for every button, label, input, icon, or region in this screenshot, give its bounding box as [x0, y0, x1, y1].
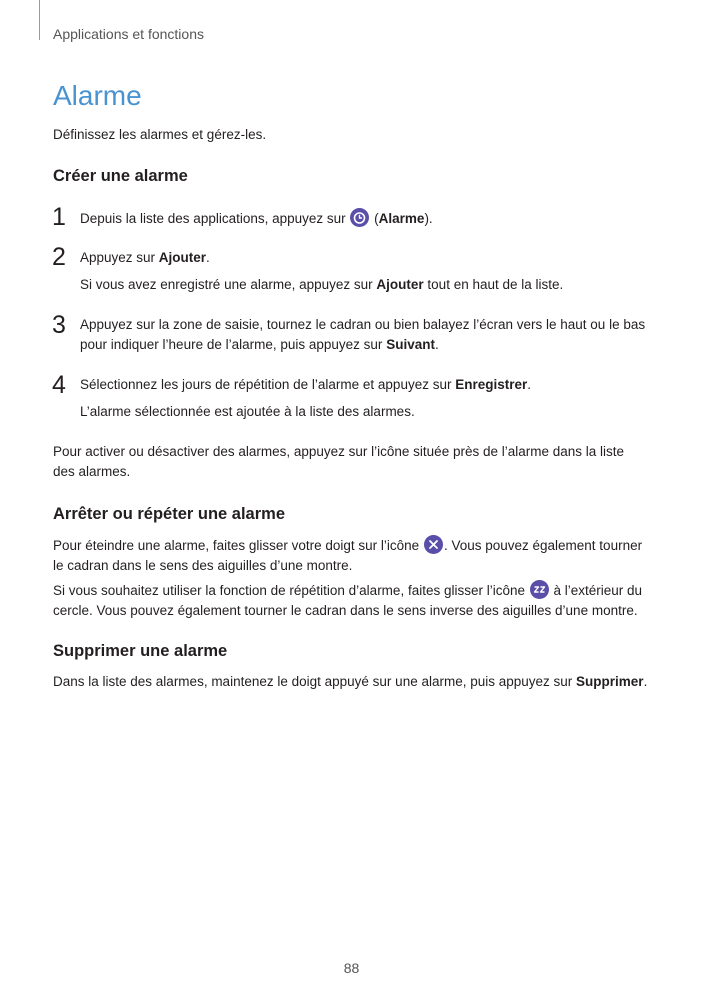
step-text-2: Appuyez sur Ajouter. — [80, 250, 210, 265]
step-number-3: 3 — [52, 311, 66, 339]
stop-paragraph-1: Pour éteindre une alarme, faites glisser votre doigt sur l’icône . Vous pouvez également tourner le cadran dans le sens des aiguilles d’une montre. — [53, 535, 653, 576]
section-heading-stop: Arrêter ou répéter une alarme — [53, 505, 286, 523]
step-text-1: Depuis la liste des applications, appuyez sur (Alarme). — [80, 208, 650, 229]
section-heading-create: Créer une alarme — [53, 167, 188, 185]
create-note: Pour activer ou désactiver des alarmes, appuyez sur l’icône située près de l’alarme dans la liste des alarmes. — [53, 444, 625, 479]
step-text-3: Appuyez sur la zone de saisie, tournez le cadran ou bien balayez l’écran vers le haut ou le bas pour indiquer l’heure de l’alarme, puis appuyez sur Suivant. — [80, 317, 646, 352]
step-number-1: 1 — [52, 203, 66, 231]
running-header: Applications et fonctions — [53, 26, 204, 42]
close-icon — [424, 535, 443, 554]
delete-paragraph: Dans la liste des alarmes, maintenez le doigt appuyé sur une alarme, puis appuyez sur Supprimer. — [53, 674, 648, 689]
snooze-icon — [530, 580, 549, 599]
step-number-4: 4 — [52, 371, 66, 399]
section-heading-delete: Supprimer une alarme — [53, 642, 228, 660]
step-subtext-2: Si vous avez enregistré une alarme, appuyez sur Ajouter tout en haut de la liste. — [80, 277, 564, 292]
header-rule — [39, 0, 40, 40]
page-title: Alarme — [53, 80, 142, 111]
step-subtext-4: L’alarme sélectionnée est ajoutée à la liste des alarmes. — [80, 404, 415, 419]
stop-paragraph-2: Si vous souhaitez utiliser la fonction de répétition d’alarme, faites glisser l’icône à l’extérieur du cercle. Vous pouvez également tourner le cadran dans le sens inverse des aiguilles d’une montre. — [53, 580, 653, 621]
page-number: 88 — [343, 960, 360, 976]
step-text-4: Sélectionnez les jours de répétition de l’alarme et appuyez sur Enregistrer. — [80, 377, 532, 392]
step-number-2: 2 — [52, 243, 66, 271]
intro-text: Définissez les alarmes et gérez-les. — [53, 127, 267, 142]
alarm-clock-icon — [350, 208, 369, 227]
